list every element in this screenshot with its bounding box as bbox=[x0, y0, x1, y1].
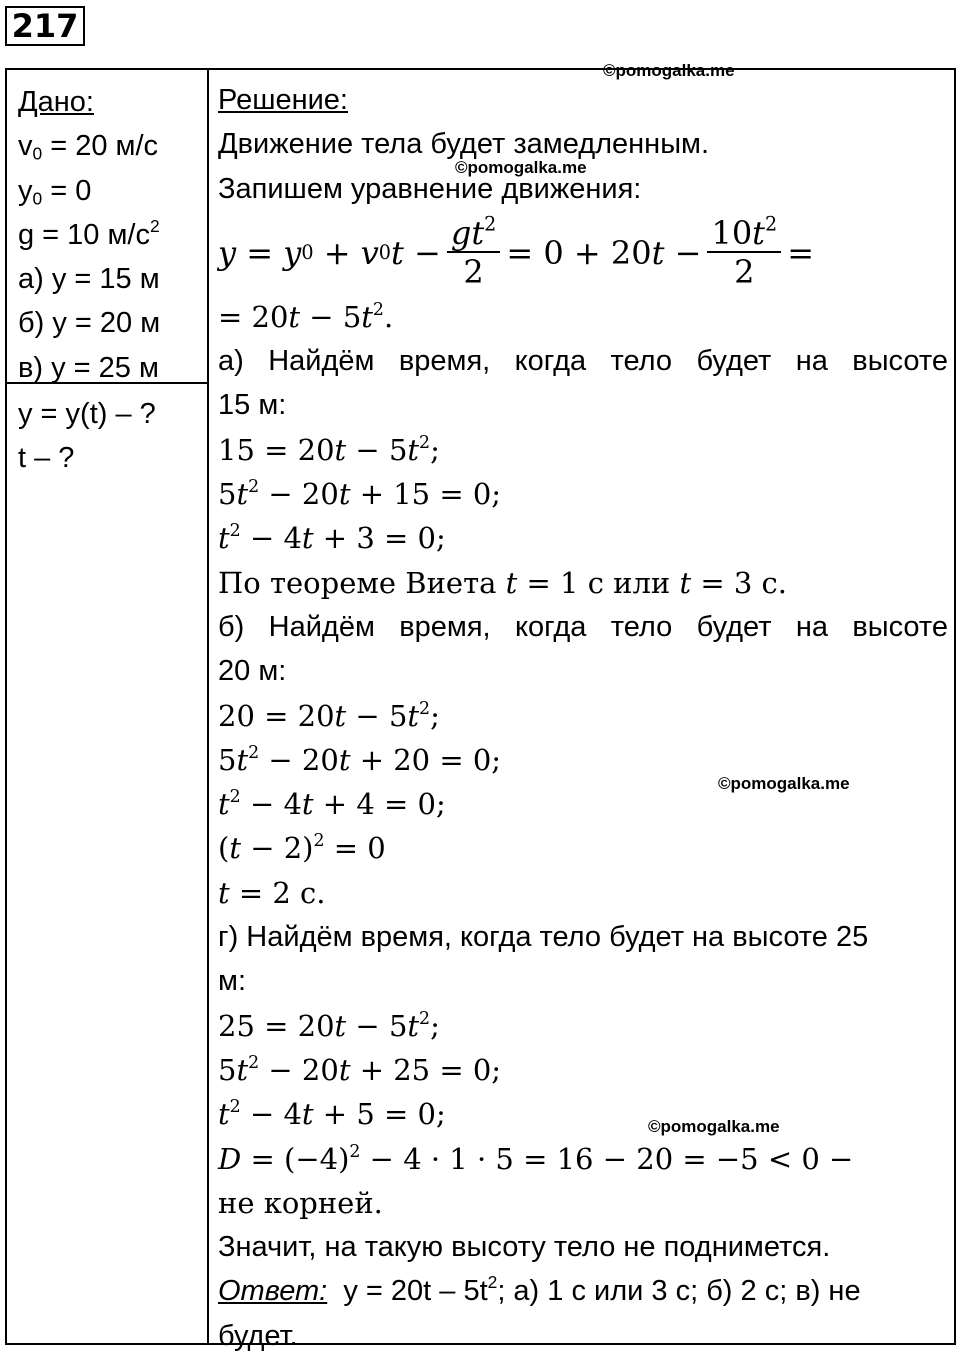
part-b-eq4: $(t - 2)^2 = 0$ bbox=[218, 831, 386, 866]
part-b-eq5: t = 2 с. bbox=[218, 875, 326, 910]
part-c-no-roots: не корней. bbox=[218, 1185, 383, 1220]
solution-section bbox=[218, 78, 948, 1358]
answer-cont: будет. bbox=[218, 1319, 298, 1352]
solution-intro: Движение тела будет замедленным. bbox=[218, 128, 710, 161]
part-a-vieta: По теореме Виета t = 1 с или t = 3 с. bbox=[218, 565, 788, 600]
part-c-heading-cont: м: bbox=[218, 965, 246, 998]
part-b-heading-cont: 20 м: bbox=[218, 655, 287, 688]
given-a: а) y = 15 м bbox=[18, 263, 160, 296]
given-y0: $y_0 = 0$ bbox=[18, 174, 92, 208]
solution-header: Решение: bbox=[218, 84, 348, 116]
watermark-1: ©pomogalka.me bbox=[603, 61, 735, 80]
fraction-gt2: $\frac{gt^2}{2}$ bbox=[447, 215, 501, 291]
part-a-eq2: $5t^2 - 20t + 15 = 0$; bbox=[218, 476, 502, 512]
find-y: y = y(t) – ? bbox=[18, 398, 156, 430]
column-divider bbox=[207, 70, 209, 1343]
given-c: в) y = 25 м bbox=[18, 351, 159, 384]
part-b-eq2: $5t^2 - 20t + 20 = 0$; bbox=[218, 742, 502, 777]
given-section bbox=[18, 80, 203, 390]
part-a-eq1: $15 = 20t - 5t^2$; bbox=[218, 432, 440, 467]
solution-write-eq: Запишем уравнение движения: bbox=[218, 172, 642, 205]
watermark-4: ©pomogalka.me bbox=[648, 1117, 780, 1136]
part-c-discriminant: $D = (-4)^2 - 4 \cdot 1 \cdot 5 = 16 - 20 = -5 < 0$ − bbox=[218, 1141, 854, 1176]
part-c-eq3: $t^2 - 4t + 5 = 0$; bbox=[218, 1097, 446, 1132]
watermark-3: ©pomogalka.me bbox=[718, 774, 850, 793]
part-b-eq3: $t^2 - 4t + 4 = 0$; bbox=[218, 786, 446, 822]
conclusion: Значит, на такую высоту тело не поднимется. bbox=[218, 1231, 831, 1264]
part-a-heading-cont: 15 м: bbox=[218, 389, 287, 422]
part-c-eq2: $5t^2 - 20t + 25 = 0$; bbox=[218, 1052, 502, 1087]
answer-label: Ответ: bbox=[218, 1275, 328, 1308]
find-t: t – ? bbox=[18, 442, 75, 475]
given-g: g = 10 $м/с^2$ bbox=[18, 215, 160, 251]
solution-table bbox=[5, 68, 956, 1352]
watermark-2: ©pomogalka.me bbox=[455, 158, 587, 177]
given-b: б) y = 20 м bbox=[18, 307, 161, 340]
part-a-eq3: $t^2 - 4t + 3 = 0$; bbox=[218, 521, 446, 556]
problem-number: 217 bbox=[5, 6, 85, 46]
part-c-heading: г) Найдём время, когда тело будет на высоте 25 bbox=[218, 921, 869, 954]
part-a-heading: а) Найдём время, когда тело будет на высоте bbox=[218, 345, 948, 378]
part-b-eq1: $20 = 20t - 5t^2$; bbox=[218, 698, 440, 733]
answer-line: Ответ: $y = 20t - 5t^2$; а) 1 с или 3 с; б) 2 с; в) не bbox=[218, 1272, 861, 1308]
given-header: Дано: bbox=[18, 86, 94, 118]
fraction-10t2: $\frac{10t^2}{2}$ bbox=[707, 215, 781, 291]
motion-equation: y = y 0 + v 0 t − $\frac{gt^2}{2}$ = 0 + 20 t − $\frac{10t^2}{2}$ = bbox=[218, 212, 815, 291]
given-v0: $v_0 = 20$ м/с bbox=[18, 130, 159, 164]
equation-result: = $20t - 5t^2$. bbox=[218, 299, 394, 334]
part-c-eq1: $25 = 20t - 5t^2$; bbox=[218, 1008, 440, 1043]
find-section bbox=[18, 392, 203, 481]
part-b-heading: б) Найдём время, когда тело будет на высоте bbox=[218, 610, 948, 643]
